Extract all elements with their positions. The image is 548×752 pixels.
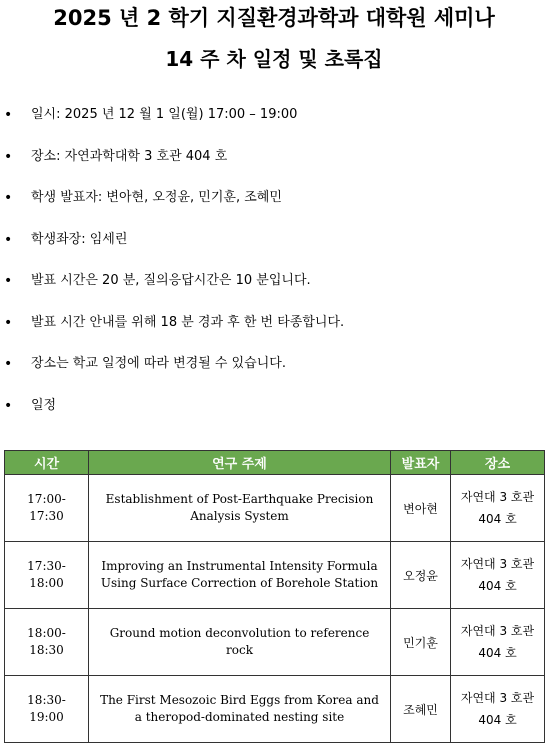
header-room: 장소 (451, 451, 545, 475)
info-item-schedule: • 일정 (4, 397, 57, 414)
cell-presenter: 민기훈 (391, 609, 451, 676)
info-item-bell: • 발표 시간 안내를 위해 18 분 경과 후 한 번 타종합니다. (4, 314, 345, 331)
bullet-icon: • (4, 148, 13, 165)
cell-time: 18:30-19:00 (5, 676, 89, 743)
cell-room: 자연대 3 호관 404 호 (451, 475, 545, 542)
cell-topic: Establishment of Post-Earthquake Precision Analysis System (89, 475, 391, 542)
bullet-icon: • (4, 356, 13, 372)
bullet-icon: • (4, 231, 13, 248)
cell-time: 17:30-18:00 (5, 542, 89, 609)
table-row (5, 475, 545, 542)
page-title: 2025 년 2 학기 지질환경과학과 대학원 세미나 (53, 6, 495, 30)
info-item-duration: • 발표 시간은 20 분, 질의응답시간은 10 분입니다. (4, 273, 311, 289)
cell-time: 18:00-18:30 (5, 609, 89, 676)
cell-presenter: 조혜민 (391, 676, 451, 743)
table-header-row (5, 451, 545, 475)
bullet-icon: • (4, 107, 13, 123)
info-item-location: • 장소: 자연과학대학 3 호관 404 호 (4, 148, 228, 165)
cell-topic: Improving an Instrumental Intensity Formula Using Surface Correction of Borehole Station (89, 542, 391, 609)
cell-topic: The First Mesozoic Bird Eggs from Korea and a theropod-dominated nesting site (89, 676, 391, 743)
cell-room: 자연대 3 호관 404 호 (451, 676, 545, 743)
header-time: 시간 (5, 451, 89, 475)
schedule-table (4, 450, 545, 743)
bullet-icon: • (4, 314, 13, 331)
cell-presenter: 변아현 (391, 475, 451, 542)
header-topic: 연구 주제 (89, 451, 391, 475)
bullet-icon: • (4, 273, 13, 289)
info-item-change-notice: • 장소는 학교 일정에 따라 변경될 수 있습니다. (4, 356, 286, 372)
cell-room: 자연대 3 호관 404 호 (451, 542, 545, 609)
page-subtitle: 14 주 차 일정 및 초록집 (165, 47, 383, 71)
info-item-presenters: • 학생 발표자: 변아현, 오정윤, 민기훈, 조혜민 (4, 190, 282, 206)
table-row (5, 676, 545, 743)
cell-time: 17:00-17:30 (5, 475, 89, 542)
bullet-icon: • (4, 190, 13, 206)
info-item-chair: • 학생좌장: 임세린 (4, 231, 128, 248)
cell-presenter: 오정윤 (391, 542, 451, 609)
table-row (5, 609, 545, 676)
header-presenter: 발표자 (391, 451, 451, 475)
cell-topic: Ground motion deconvolution to reference rock (89, 609, 391, 676)
bullet-icon: • (4, 397, 13, 414)
cell-room: 자연대 3 호관 404 호 (451, 609, 545, 676)
table-row (5, 542, 545, 609)
info-item-datetime: • 일시: 2025 년 12 월 1 일(월) 17:00 – 19:00 (4, 107, 298, 123)
info-list (0, 106, 548, 438)
